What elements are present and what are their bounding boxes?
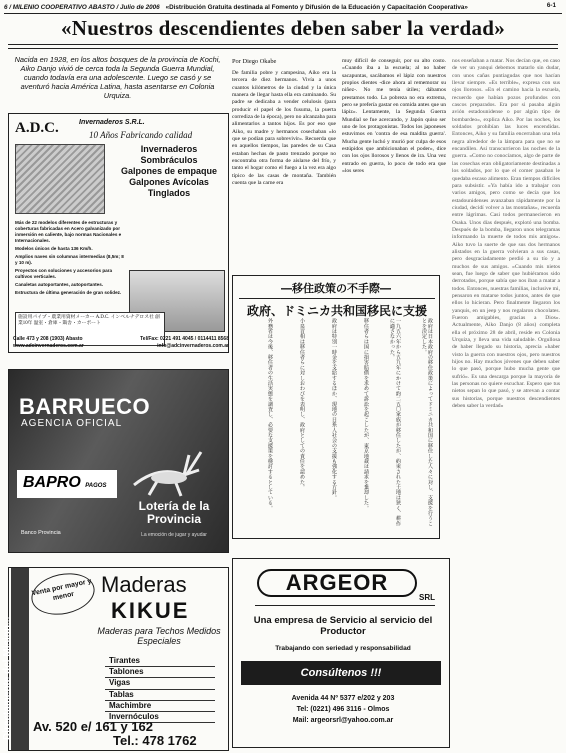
- barrueco-title: BARRUECO: [19, 394, 151, 419]
- argeor-address: Avenida 44 Nº 5377 e/202 y 203: [291, 695, 395, 702]
- japanese-news-column: 一九五六年から五九年にかけて約二五〇家族が移住したが、約束された土地は狭く、耕作に適さなかった。: [389, 318, 401, 526]
- maderas-brand: KIKUE: [111, 598, 190, 623]
- loteria-subtitle: La emoción de jugar y ayudar: [141, 532, 207, 538]
- maderas-side-band: [2, 568, 29, 750]
- article-byline: Por Diego Okabe: [232, 58, 277, 65]
- article-column-1: De familia pobre y campesina, Aiko era la tercera de diez hermanos. Vivía a unos cuantos kilómetros de la ciudad y la única manera de llegar hasta ella era caminando. Su padre se dedicaba a vender celulosis (para producir el papel de los fusuma, la puerta corrediza de la época), pero no alcanzaba para alimentarlos a tantos hijos. Es por eso que Aiko, su madre y hermanos cosechaban «lo que se podían para sobrevivir». Recuerda que en aquellos tiempos, las paredes de su Casa estaban hechas de pasto trenzado porque no encontraba otra forma de aislarse del frío, y tanto el hogar como el fuego a la vez era algo típico de las casas de montaña. También cuenta que la carne era: [232, 70, 336, 187]
- maderas-product: Tirantes: [105, 656, 215, 667]
- maderas-products: [105, 656, 215, 723]
- adc-tagline: 10 Años Fabricando calidad: [89, 130, 193, 140]
- maderas-product: Invernóculos: [105, 712, 215, 723]
- japanese-news-kicker: ―移住政策の不手際―: [281, 282, 391, 295]
- argeor-consultenos: Consúltenos !!!: [241, 661, 441, 685]
- page-number: 6 / MILENIO COOPERATIVO ABASTO / Julio de 2006: [4, 4, 160, 11]
- distribution-note: «Distribución Gratuita destinada al Fomento y Difusión de la Educación y Capacitación Cooperativa»: [165, 4, 468, 11]
- adc-product: Invernaderos: [140, 144, 198, 154]
- adc-product: Sombráculos: [140, 155, 198, 165]
- argeor-slogan: Una empresa de Servicio al servicio del Productor: [253, 615, 433, 637]
- maderas-product: Vigas: [105, 678, 215, 689]
- adc-product: Galpones Avícolas: [129, 177, 209, 187]
- loteria-title: Lotería de la Provincia: [138, 499, 210, 526]
- argeor-ad: [232, 558, 450, 748]
- argeor-contact: [243, 693, 443, 726]
- corner-mark: 6-1: [546, 2, 556, 9]
- adc-title: A.D.C.: [15, 120, 59, 136]
- maderas-ad: [2, 567, 229, 751]
- japanese-news-column: 外務省は今後、移住者の生活実態を調査し、必要な支援策を検討するとしている。: [267, 318, 273, 511]
- banco-label: Banco Provincia: [21, 530, 61, 536]
- adc-bullet: Modelos únicos de hasta 136 Km/h.: [15, 246, 93, 251]
- adc-japanese-text: 施設用パイプ・農業用資材メーカー A.D.C. インベルナデロス社 創業10年 温室・倉庫・鶏舎・カーポート: [15, 312, 165, 346]
- maderas-product: Machimbre: [105, 701, 215, 712]
- japanese-news-column: 政府は特別一時金を支給するほか、現地の日系人社会の支援も強化する方針。: [331, 318, 337, 500]
- japanese-news-column: 政府は日本政府の移住政策によってドミニカ共和国に移住した人々に対し、支援を行うことを決定した。: [421, 318, 433, 526]
- article-column-2: muy difícil de conseguir, por su alto costo. «Cuando iba a la escuela; al no haber sacapuntas, sacábamos el lápiz con nuestros propios dientes -dice ahora al rememorar su niñez-. No me tenía útiles; dábamos prestamos todo. La pobreza no era extrema, pero se prefería gastar en comida antes que un lápiz». Lentamente, la Segunda Guerra Mundial se fue acercando, y Japón quiso ser uno de los protagonistas. Todos los japoneses estuvimos en 'contra de esa maldita guerra'. Mucha gente luchó y murió por culpa de esos estúpidos que ambicionaban el poder», dice con los ojos llorosos y llenos de ira. Una vez entrado en guerra, lo poco de todo era que «los seres: [342, 58, 446, 175]
- argeor-logo: ARGEOR: [257, 569, 417, 597]
- maderas-product: Tablas: [105, 690, 215, 701]
- adc-bullets: [15, 220, 125, 298]
- maderas-route: Av. 520 e/ 161 y 162: [33, 719, 153, 734]
- adc-tel: Tel/Fax: 0221 491 4045 / 0114411 8568: [140, 336, 229, 342]
- article-intro: Nacida en 1928, en los altos bosques de la provincia de Kochi, Aiko Danjo vivió de cerca toda la Segunda Guerra Mundial, cuando todavía era una adolescente. Luego se casó y se aventuró hacia América Latina, hasta asentarse en Colonia Urquiza.: [14, 55, 221, 100]
- greenhouse-image: [15, 144, 105, 214]
- maderas-title: Maderas: [101, 572, 187, 597]
- japanese-news-headline: 政府、ドミニカ共和国移民に支援: [239, 298, 435, 319]
- argeor-work: Trabajando con seriedad y responsabilidad: [275, 645, 411, 652]
- japanese-news-box: [232, 275, 440, 539]
- adc-bullet: Amplios naves sin columnas intermedias (8,5m; 8 y 10 m).: [15, 254, 124, 265]
- maderas-product: Tablones: [105, 667, 215, 678]
- adc-product: Galpones de empaque: [120, 166, 218, 176]
- adc-web: www.adcinvernaderos.com.ar: [13, 342, 84, 349]
- japanese-news-column: 移住者らは国に損害賠償を求めて訴訟を起こしたが、東京地裁は請求を棄却した。: [363, 318, 369, 511]
- article-headline: «Nuestros descendientes deben saber la verdad»: [60, 16, 506, 40]
- bapro-label: BAPRO: [23, 474, 81, 491]
- bapro-logo: [17, 470, 117, 498]
- adc-email: info@adcinvernaderos.com.ar: [157, 342, 229, 349]
- adc-bullet: Más de 22 modelos diferentes de estructuras y coberturas fabricadas en Acero galvanizado por inmersión en caliente, bajo normas Nacionales e Internacionales.: [15, 220, 122, 243]
- adc-product: Tinglados: [147, 188, 191, 198]
- headline-rule-bottom: [8, 48, 558, 49]
- argeor-rule: [255, 605, 435, 606]
- adc-address: Calle 473 y 208 (1903) Abasto: [13, 336, 83, 342]
- adc-ad: [8, 113, 229, 353]
- maderas-side-text: Directamente del Mision...: [2, 616, 13, 740]
- argeor-tel: Tel: (0221) 496 3116 - Olmos: [296, 706, 390, 713]
- adc-company: Invernaderos S.R.L.: [79, 119, 145, 126]
- japanese-news-column: 小泉首相は移住者らに対しおわびを表明し、政府としての責任を認めた。: [299, 318, 305, 490]
- adc-bullet: Proyectos con soluciones y accesorios para cultivos verticales.: [15, 268, 113, 279]
- venta-stamp: Venta por mayor y menor: [28, 568, 99, 620]
- barrueco-subtitle: AGENCIA OFICIAL: [21, 418, 123, 429]
- barrueco-ad: [8, 369, 229, 553]
- page-header: [4, 2, 562, 14]
- adc-contact: [13, 336, 229, 349]
- article-column-3: nos enseñaban a matar. Nos decían que, en caso de ver un yanqui debemos matarlo sin dudar, con unos cañas puntiagudas que nos hacían llevar siempre. «Es terrible», expresa con sus ojos llorosos. «En el camino hacia la escuela, recuerdo que habían pozos profundos con cascos preparados. Era por si pasaba algún avión estadounidense o por algún tipo de bombardeo», explica Aiko. Por las noches, los soldados prohibían las luces encendidas. Entonces, Aiko y su familia encerraban una tela negra alrededor de la lámpara para que no se encandilen. Así transcurrieron las noches de la guerra. «Como no conocíamos, algo de parte de las cosechas eran obligatoriamente destinadas a los soldados, por lo que el comer pasaban le quedaba escaso alimento. Eran tiempos difíciles para subsistir. «Ya había ido a trabajar con varios amigos, pero como se decía que los estadounidenses avanzaban rápidamente por la ciudad, decidí volver a las montañas», recuerda entre lágrimas. Casi todos permanecieron en Osaka. Unos días después, explotó una bomba. Después de la bomba, llegaron unos telegramas informando la muerte de todos mis amigos». Aiko tuvo la suerte de que sus dos hermanos alistados en la guerra volvieran a sus casas, pero desgraciadamente perdió a su tío y a muchos de sus amigos. «Cuando mis nietos sean, fue luego de saber que hubiéramos sido derrotados, porque sabía que nos iban a matar a todos. Entonces, nuestras familias, inclusive mi, pensaron en matarse todos juntos, antes de que ellos lo hicieran. Pero finalmente llegaron los yanquis, en un jeep y nos regalaron chocolates. Fueron amigables, gracias a Dios». Actualmente, Aiko Danjo (8 años) completa ella el próximo 28 de abril, reside en Colonia Urquiza, y lleva una vida saludable. Orgullosa de haber llegado su historia, aprecia «haber visto la guerra con nuestros ojos, pero nuestros hijos no. Hay muchos jóvenes que deben saber lo que pasó, porque hubo mucha gente que sufrió». Es una descarga porque la mayoría de las personas no quiere escuchar. Espero que tus nietos sepan lo que pasó, y se atrevan a contar sus historias, porque nuestros descendientes deben saber la verdad»: [452, 58, 560, 410]
- adc-bullet: Estructura de última generación de gran solidez.: [15, 290, 122, 295]
- argeor-mail: Mail: argeorsrl@yahoo.com.ar: [292, 717, 394, 724]
- adc-products: [109, 144, 229, 199]
- bapro-pagos: PAGOS: [85, 483, 107, 489]
- headline-rule-top: [8, 44, 558, 45]
- argeor-srl: SRL: [419, 593, 435, 602]
- maderas-description: Maderas para Techos Medidos Especiales: [97, 626, 221, 646]
- maderas-contact: [33, 720, 197, 748]
- maderas-tel: Tel.: 478 1762: [113, 733, 197, 748]
- adc-bullet: Canaletas autoportantes, autoportantes.: [15, 282, 104, 287]
- grasshopper-icon: [129, 440, 209, 500]
